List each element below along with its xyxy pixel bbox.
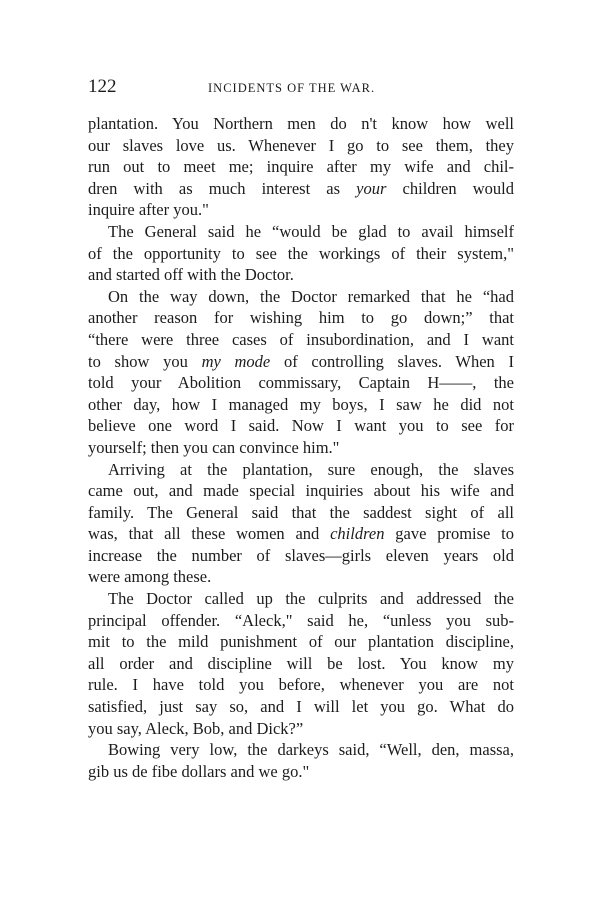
text-line xyxy=(88,221,514,243)
text-line xyxy=(88,113,514,135)
italic-text: my mode xyxy=(201,351,271,371)
text-segment: mit to the mild punishment of our plantation discipline, xyxy=(88,632,514,652)
text-segment: yourself; then you can convince him." xyxy=(88,437,340,457)
text-segment: On the way down, the Doctor remarked that he “had xyxy=(108,286,514,306)
text-segment: believe one word I said. Now I want you to see for xyxy=(88,416,514,436)
italic-text: children xyxy=(330,524,385,544)
text-segment: other day, how I managed my boys, I saw he did not xyxy=(88,394,514,414)
text-segment: all order and discipline will be lost. You know my xyxy=(88,653,514,673)
text-segment: was, that all these women and xyxy=(88,524,331,544)
text-line xyxy=(88,264,514,286)
text-segment: family. The General said that the saddest sight of all xyxy=(88,502,514,522)
text-line xyxy=(88,351,514,373)
text-segment: plantation. You Northern men do n't know how well xyxy=(88,114,514,133)
text-segment: Bowing very low, the darkeys said, “Well, den, massa, xyxy=(108,740,514,760)
text-segment: and started off with the Doctor. xyxy=(88,265,294,285)
text-line xyxy=(88,480,514,502)
text-segment: told your Abolition commissary, Captain H——, the xyxy=(88,373,514,393)
text-line xyxy=(88,566,514,588)
text-line xyxy=(88,372,514,394)
text-segment: to show you xyxy=(88,351,202,371)
text-segment: you say, Aleck, Bob, and Dick?” xyxy=(88,718,304,738)
text-line xyxy=(88,243,514,265)
text-segment: satisfied, just say so, and I will let you go. What do xyxy=(88,697,514,717)
text-segment: children would xyxy=(386,178,514,198)
text-segment: increase the number of slaves—girls eleven years old xyxy=(88,545,514,565)
text-line xyxy=(88,631,514,653)
text-line xyxy=(88,718,514,740)
text-segment: Arriving at the plantation, sure enough, the slaves xyxy=(108,459,514,479)
body-text xyxy=(88,113,514,782)
text-segment: inquire after you." xyxy=(88,200,209,220)
text-line xyxy=(88,135,514,157)
text-segment: another reason for wishing him to go down;” that xyxy=(88,308,514,328)
page-header xyxy=(88,76,512,100)
text-line xyxy=(88,437,514,459)
text-line xyxy=(88,394,514,416)
running-head: INCIDENTS OF THE WAR. xyxy=(208,81,376,95)
text-line xyxy=(88,199,514,221)
text-segment: “there were three cases of insubordination, and I want xyxy=(88,329,514,349)
text-segment: dren with as much interest as xyxy=(88,178,357,198)
text-line xyxy=(88,696,514,718)
text-segment: our slaves love us. Whenever I go to see them, they xyxy=(88,135,514,155)
text-line xyxy=(88,674,514,696)
text-line xyxy=(88,588,514,610)
text-line xyxy=(88,761,514,783)
text-segment: gib us de fibe dollars and we go." xyxy=(88,761,310,781)
page-number: 122 xyxy=(88,76,117,97)
text-segment: run out to meet me; inquire after my wife and chil- xyxy=(88,157,514,177)
text-line xyxy=(88,415,514,437)
text-line xyxy=(88,286,514,308)
text-line xyxy=(88,178,514,200)
text-line xyxy=(88,307,514,329)
text-line xyxy=(88,653,514,675)
text-segment: principal offender. “Aleck," said he, “unless you sub- xyxy=(88,610,514,630)
text-line xyxy=(88,156,514,178)
text-segment: came out, and made special inquiries about his wife and xyxy=(88,481,514,501)
text-segment: were among these. xyxy=(88,567,212,587)
text-segment: rule. I have told you before, whenever you are not xyxy=(88,675,514,695)
text-line xyxy=(88,459,514,481)
text-segment: of the opportunity to see the workings of their system," xyxy=(88,243,514,263)
text-line xyxy=(88,329,514,351)
text-line xyxy=(88,523,514,545)
text-line xyxy=(88,502,514,524)
text-segment: The Doctor called up the culprits and addressed the xyxy=(108,589,514,609)
text-segment: The General said he “would be glad to avail himself xyxy=(108,221,514,241)
text-line xyxy=(88,545,514,567)
italic-text: your xyxy=(356,178,387,198)
text-line xyxy=(88,739,514,761)
text-line xyxy=(88,610,514,632)
text-segment: gave promise to xyxy=(384,524,514,544)
text-segment: of controlling slaves. When I xyxy=(270,351,515,371)
